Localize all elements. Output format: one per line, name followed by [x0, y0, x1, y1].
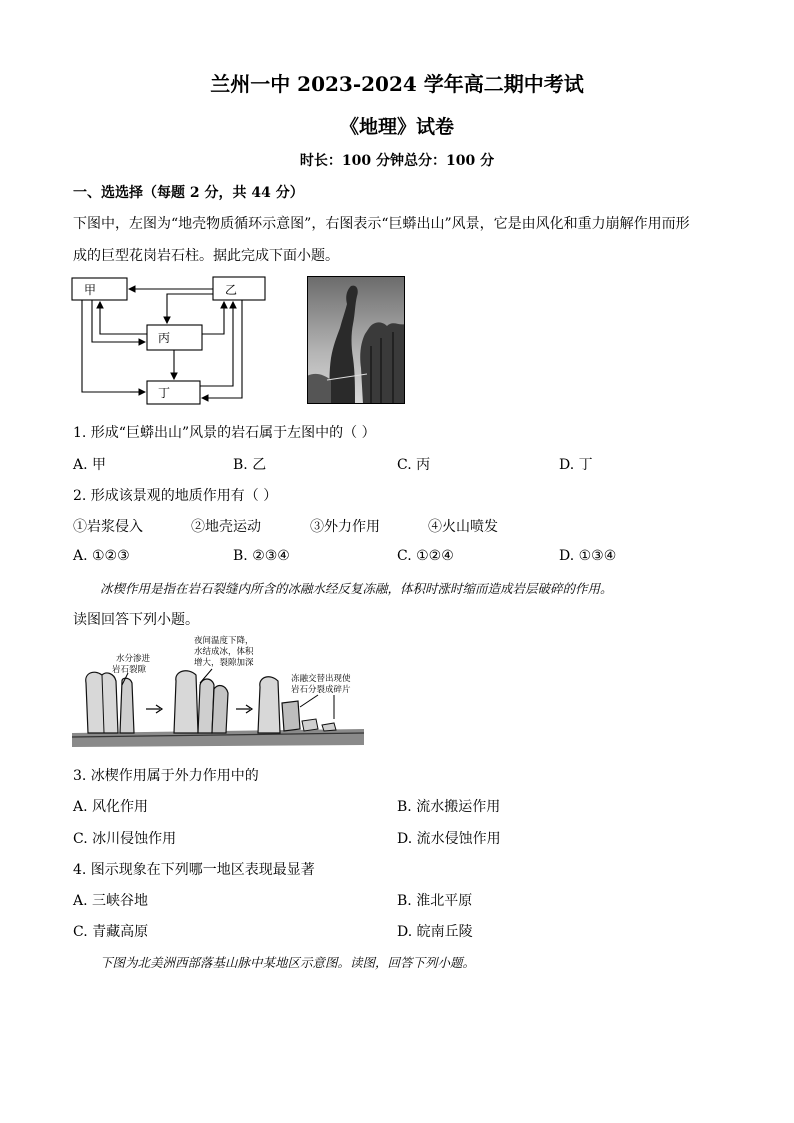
q3-option-d[interactable]: D. 流水侵蚀作用 [397, 831, 501, 847]
box-bing [147, 325, 202, 350]
frost-wedging-figure [72, 633, 364, 751]
q2-item-1: ①岩浆侵入 [73, 519, 143, 535]
q4-option-c[interactable]: C. 青藏高原 [73, 924, 149, 940]
q2-option-d[interactable]: D. ①③④ [559, 548, 617, 564]
box-ding [147, 381, 200, 404]
granite-pillar-photo [307, 276, 405, 404]
label-night-freeze-2: 水结成冰，体积 [194, 647, 254, 657]
q4-stem: 4. 图示现象在下列哪一地区表现最显著 [73, 862, 315, 878]
next-section-intro: 下图为北美洲西部落基山脉中某地区示意图。读图，回答下列小题。 [100, 955, 476, 970]
read-prompt: 读图回答下列小题。 [73, 612, 199, 628]
label-water-seep-2: 岩石裂隙 [112, 665, 147, 675]
q1-option-c[interactable]: C. 丙 [397, 457, 431, 473]
exam-title: 兰州一中 2023-2024 学年高二期中考试 [210, 72, 584, 96]
exam-meta: 时长：100 分钟总分：100 分 [299, 153, 495, 169]
box-jia [72, 278, 127, 300]
label-fragment-2: 岩石分裂成碎片 [291, 685, 351, 695]
q2-option-b[interactable]: B. ②③④ [233, 548, 290, 564]
intro-text-line2: 成的巨型花岗岩石柱。据此完成下面小题。 [73, 248, 339, 264]
q2-option-a[interactable]: A. ①②③ [73, 548, 130, 564]
label-night-freeze: 夜间温度下降， [194, 636, 254, 646]
q4-option-b[interactable]: B. 淮北平原 [397, 893, 473, 909]
rock-cycle-diagram [70, 272, 270, 408]
q2-item-3: ③外力作用 [310, 519, 380, 535]
label-yi: 乙 [225, 283, 238, 297]
q4-option-a[interactable]: A. 三峡谷地 [73, 893, 149, 909]
frost-wedging-note: 冰楔作用是指在岩石裂缝内所含的冰融水经反复冻融，体积时涨时缩而造成岩层破碎的作用。 [100, 581, 613, 596]
q2-stem: 2. 形成该景观的地质作用有（ ） [73, 488, 278, 504]
intro-text-line1: 下图中，左图为“地壳物质循环示意图”，右图表示“巨蟒出山”风景，它是由风化和重力崩解作用而形 [73, 216, 690, 232]
box-yi [213, 277, 265, 300]
q3-option-c[interactable]: C. 冰川侵蚀作用 [73, 831, 177, 847]
q4-option-d[interactable]: D. 皖南丘陵 [397, 924, 473, 940]
q2-item-2: ②地壳运动 [191, 519, 261, 535]
q3-option-a[interactable]: A. 风化作用 [73, 799, 149, 815]
q1-stem: 1. 形成“巨蟒出山”风景的岩石属于左图中的（ ） [73, 425, 376, 441]
label-bing: 丙 [158, 331, 171, 345]
q2-option-c[interactable]: C. ①②④ [397, 548, 454, 564]
q3-stem: 3. 冰楔作用属于外力作用中的 [73, 768, 259, 784]
q1-option-b[interactable]: B. 乙 [233, 457, 267, 473]
label-water-seep: 水分渗进 [116, 654, 151, 664]
q3-option-b[interactable]: B. 流水搬运作用 [397, 799, 501, 815]
q1-option-d[interactable]: D. 丁 [559, 457, 593, 473]
q2-item-4: ④火山喷发 [428, 519, 498, 535]
label-fragment: 冻融交替出现使 [291, 674, 351, 684]
label-night-freeze-3: 增大，裂隙加深 [194, 658, 254, 668]
q1-option-a[interactable]: A. 甲 [73, 457, 107, 473]
section-heading: 一、选选择（每题 2 分，共 44 分） [73, 185, 304, 201]
exam-subtitle: 《地理》试卷 [339, 116, 454, 138]
label-ding: 丁 [158, 386, 171, 400]
label-jia: 甲 [84, 283, 97, 297]
